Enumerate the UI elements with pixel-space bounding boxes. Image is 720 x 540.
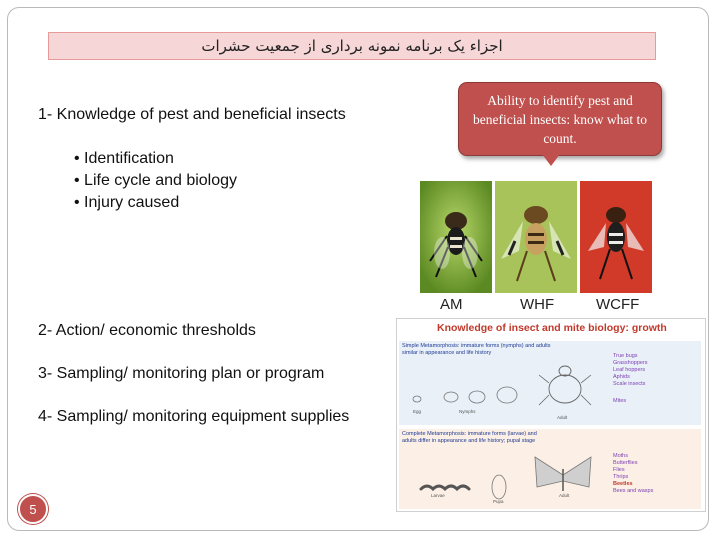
photo-label-whf: WHF: [520, 296, 555, 313]
photo-label-wcff: WCFF: [596, 296, 640, 313]
complete-group: Bees and wasps: [613, 488, 654, 494]
simple-metamorphosis-groups: [613, 353, 648, 405]
complete-metamorphosis-heading: Complete Metamorphosis: immature forms (larvae) and adults differ in appearance and life history; pupal stage: [402, 431, 537, 444]
complete-group: Butterflies: [613, 460, 638, 466]
complete-metamorphosis-panel: [399, 429, 701, 509]
knowledge-bullets: [74, 148, 237, 214]
complete-metamorphosis-illustration: [403, 447, 609, 507]
callout-box: [458, 82, 662, 156]
callout-pointer: [542, 154, 560, 166]
simple-metamorphosis-panel: [399, 341, 701, 425]
simple-metamorphosis-illustration: [403, 359, 603, 421]
slide-title-text: اجزاء یک برنامه نمونه برداری از جمعیت حشرات: [201, 37, 503, 55]
complete-group: Flies: [613, 467, 625, 473]
complete-stage-pupa: Pupa: [493, 499, 504, 504]
simple-group: Scale insects: [613, 381, 646, 387]
complete-metamorphosis-groups: [613, 453, 653, 495]
simple-stage-adult: Adult: [557, 415, 568, 420]
simple-group: Grasshoppers: [613, 360, 648, 366]
simple-group: Mites: [613, 398, 627, 404]
callout-text: Ability to identify pest and beneficial insects: know what to count.: [473, 93, 647, 146]
item-thresholds: 2- Action/ economic thresholds: [38, 322, 256, 339]
complete-group: Moths: [613, 453, 628, 459]
simple-group: Aphids: [613, 374, 630, 380]
simple-stage-egg: Egg: [413, 409, 422, 414]
page-number-badge: [18, 494, 48, 524]
item-sampling-plan: 3- Sampling/ monitoring plan or program: [38, 365, 325, 382]
insect-photo-wcff: [580, 181, 652, 293]
complete-group: Beetles: [613, 481, 633, 487]
biology-figure-title: Knowledge of insect and mite biology: growth: [437, 322, 667, 334]
complete-group: Thrips: [613, 474, 629, 480]
item-knowledge: 1- Knowledge of pest and beneficial insects: [38, 106, 346, 123]
bullet-injury: • Injury caused: [74, 194, 180, 211]
complete-stage-adult: Adult: [559, 493, 570, 498]
insect-biology-figure: [396, 318, 706, 512]
photo-label-am: AM: [440, 296, 463, 313]
page-number: 5: [29, 501, 37, 517]
insect-photo-whf: [495, 181, 577, 293]
simple-stage-nymphs: Nymphs: [459, 409, 476, 414]
simple-group: True bugs: [613, 353, 638, 359]
item-sampling-equipment: 4- Sampling/ monitoring equipment supplies: [38, 408, 350, 425]
complete-stage-larvae: Larvae: [431, 493, 445, 498]
simple-metamorphosis-heading: Simple Metamorphosis: immature forms (nymphs) and adults similar in appearance and life history: [402, 343, 551, 356]
simple-group: Leaf hoppers: [613, 367, 646, 373]
bullet-life-cycle: • Life cycle and biology: [74, 172, 238, 189]
slide-title: [48, 32, 656, 60]
bullet-identification: • Identification: [74, 150, 174, 167]
insect-photo-am: [420, 181, 492, 293]
